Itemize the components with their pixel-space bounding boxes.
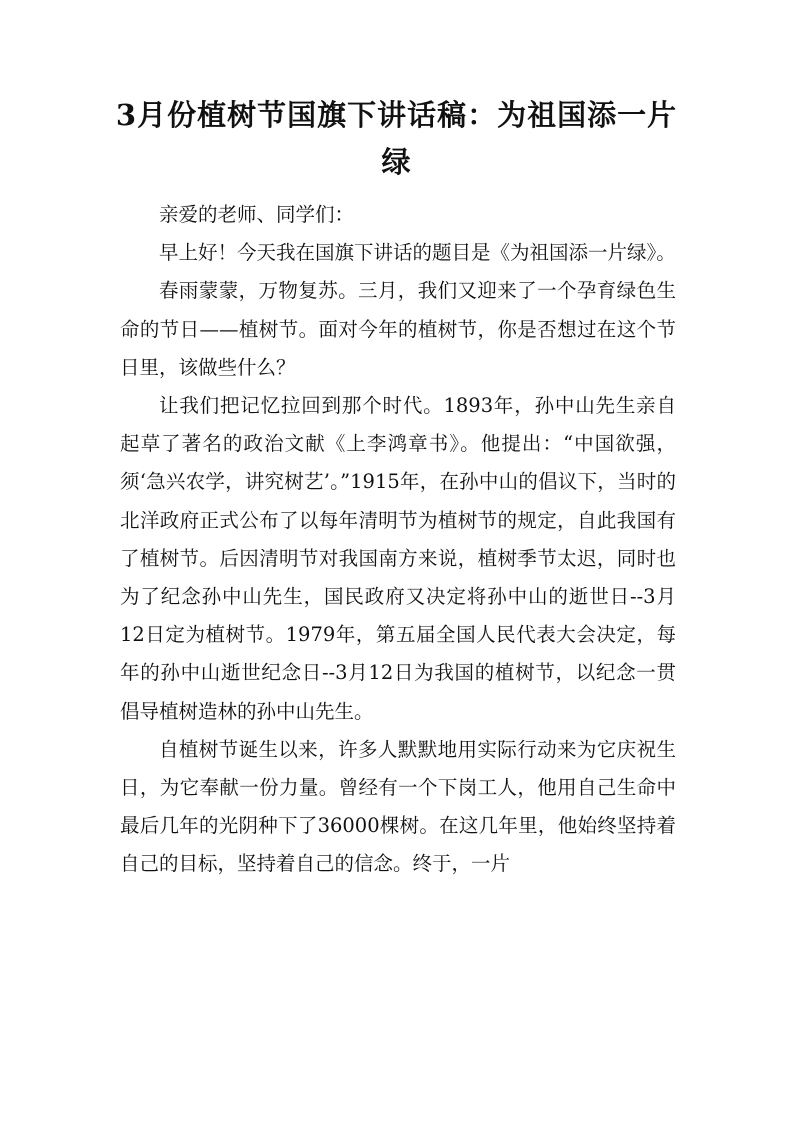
paragraph-worker: 自植树节诞生以来，许多人默默地用实际行动来为它庆祝生日，为它奉献一份力量。曾经有一个下岗工人，他用自己生命中最后几年的光阴种下了36000棵树。在这几年里，他始终坚持着自己的目标，坚持着自己的信念。终于，一片 — [120, 737, 676, 876]
document-body — [120, 196, 676, 884]
page-title: 3月份植树节国旗下讲话稿：为祖国添一片绿 — [115, 98, 678, 179]
paragraph-topic: 早上好！今天我在国旗下讲话的题目是《为祖国添一片绿》。 — [159, 241, 676, 265]
paragraph-history: 让我们把记忆拉回到那个时代。1893年，孙中山先生亲自起草了著名的政治文献《上李鸿章书》。他提出：“中国欲强，须‘急兴农学，讲究树艺’。”1915年，在孙中山的倡议下，当时的北洋政府正式公布了以每年清明节为植树节的规定，自此我国有了植树节。后因清明节对我国南方来说，植树季节太迟，同时也为了纪念孙中山先生，国民政府又决定将孙中山的逝世日--3月12日定为植树节。1979年，第五届全国人民代表大会决定，每年的孙中山逝世纪念日--3月12日为我国的植树节，以纪念一贯倡导植树造林的孙中山先生。 — [120, 394, 676, 723]
paragraph-greeting: 亲爱的老师、同学们： — [159, 203, 355, 226]
paragraph-spring: 春雨蒙蒙，万物复苏。三月，我们又迎来了一个孕育绿色生命的节日——植树节。面对今年的植树节，你是否想过在这个节日里，该做些什么？ — [120, 279, 676, 379]
